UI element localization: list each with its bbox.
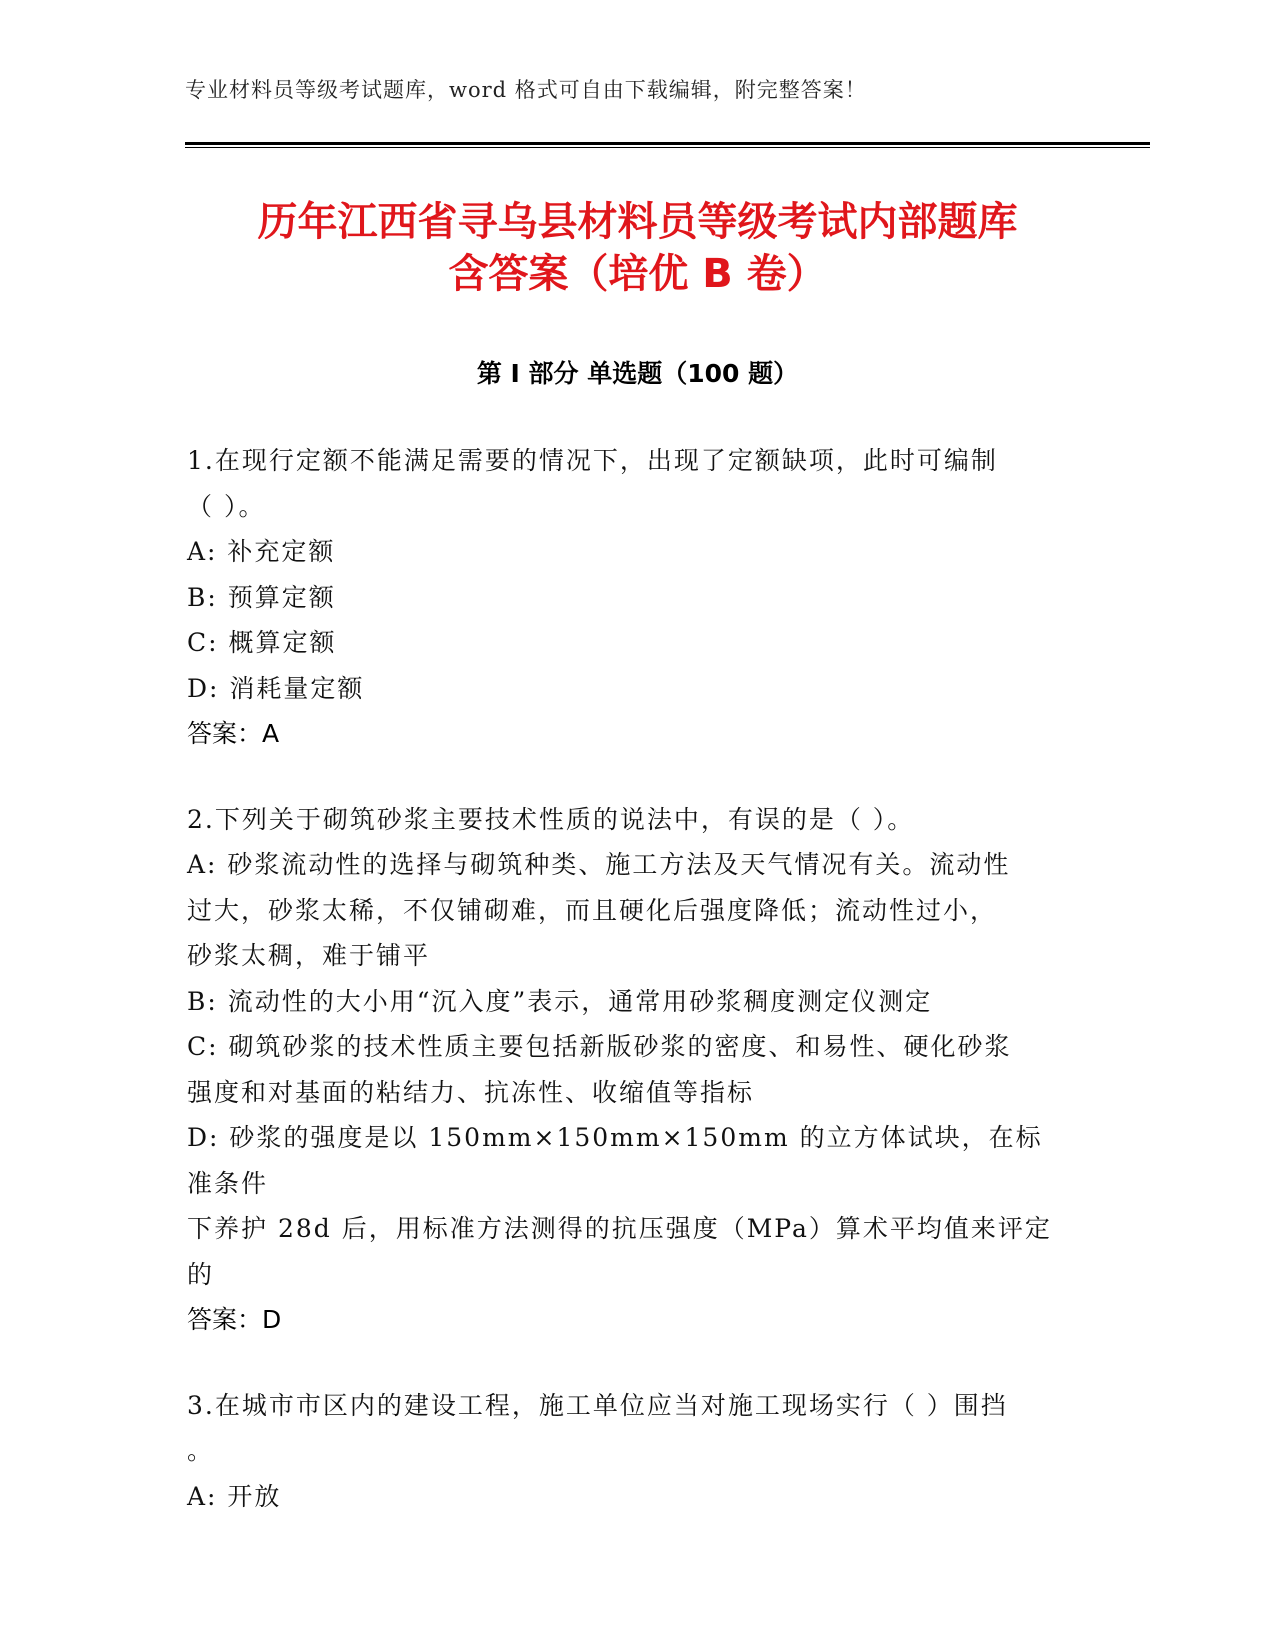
question-2-option-a: A: 砂浆流动性的选择与砌筑种类、施工方法及天气情况有关。流动性: [187, 850, 1011, 879]
question-3-stem-cont: 。: [187, 1436, 215, 1465]
section-title: 第 I 部分 单选题（100 题）: [476, 359, 799, 388]
document-title: [150, 196, 1125, 300]
question-1-stem: 1.在现行定额不能满足需要的情况下，出现了定额缺项，此时可编制: [187, 446, 998, 475]
question-2-option-b: B: 流动性的大小用“沉入度”表示，通常用砂浆稠度测定仪测定: [187, 986, 933, 1016]
question-1: [187, 438, 1067, 757]
question-2-option-a-cont: 过大，砂浆太稀，不仅铺砌难，而且硬化后强度降低；流动性过小，: [187, 895, 998, 925]
question-2-option-a-cont: 砂浆太稠，难于铺平: [187, 941, 431, 970]
question-2-option-c: C: 砌筑砂浆的技术性质主要包括新版砂浆的密度、和易性、硬化砂浆: [187, 1032, 1012, 1061]
question-2-option-d-cont: 下养护 28d 后，用标准方法测得的抗压强度（MPa）算术平均值来评定: [187, 1214, 1052, 1243]
question-2: [187, 797, 1067, 1343]
document-title-line-1: 历年江西省寻乌县材料员等级考试内部题库: [257, 199, 1018, 245]
question-3: [187, 1383, 1067, 1520]
question-1-stem-cont: （ ）。: [187, 491, 266, 521]
header-divider: [185, 142, 1150, 145]
question-2-option-d: D: 砂浆的强度是以 150mm×150mm×150mm 的立方体试块，在标准条件: [187, 1123, 1043, 1198]
question-2-option-d-cont: 的: [187, 1259, 215, 1289]
question-1-option-d: D: 消耗量定额: [187, 673, 365, 703]
question-2-answer: 答案：D: [187, 1305, 282, 1334]
question-1-option-a: A: 补充定额: [187, 537, 336, 566]
question-2-option-c-cont: 强度和对基面的粘结力、抗冻性、收缩值等指标: [187, 1077, 755, 1107]
question-3-stem: 3.在城市市区内的建设工程，施工单位应当对施工现场实行（ ）围挡: [187, 1390, 1008, 1420]
question-1-option-c: C: 概算定额: [187, 628, 337, 657]
document-title-line-2: 含答案（培优 B 卷）: [448, 251, 827, 297]
question-3-option-a: A: 开放: [187, 1481, 282, 1511]
header-note: 专业材料员等级考试题库，word 格式可自由下载编辑，附完整答案！: [185, 78, 867, 102]
question-1-answer: 答案：A: [187, 719, 280, 748]
question-1-option-b: B: 预算定额: [187, 582, 336, 612]
question-list: [187, 438, 1067, 1559]
question-2-stem: 2.下列关于砌筑砂浆主要技术性质的说法中，有误的是（ ）。: [187, 804, 915, 834]
